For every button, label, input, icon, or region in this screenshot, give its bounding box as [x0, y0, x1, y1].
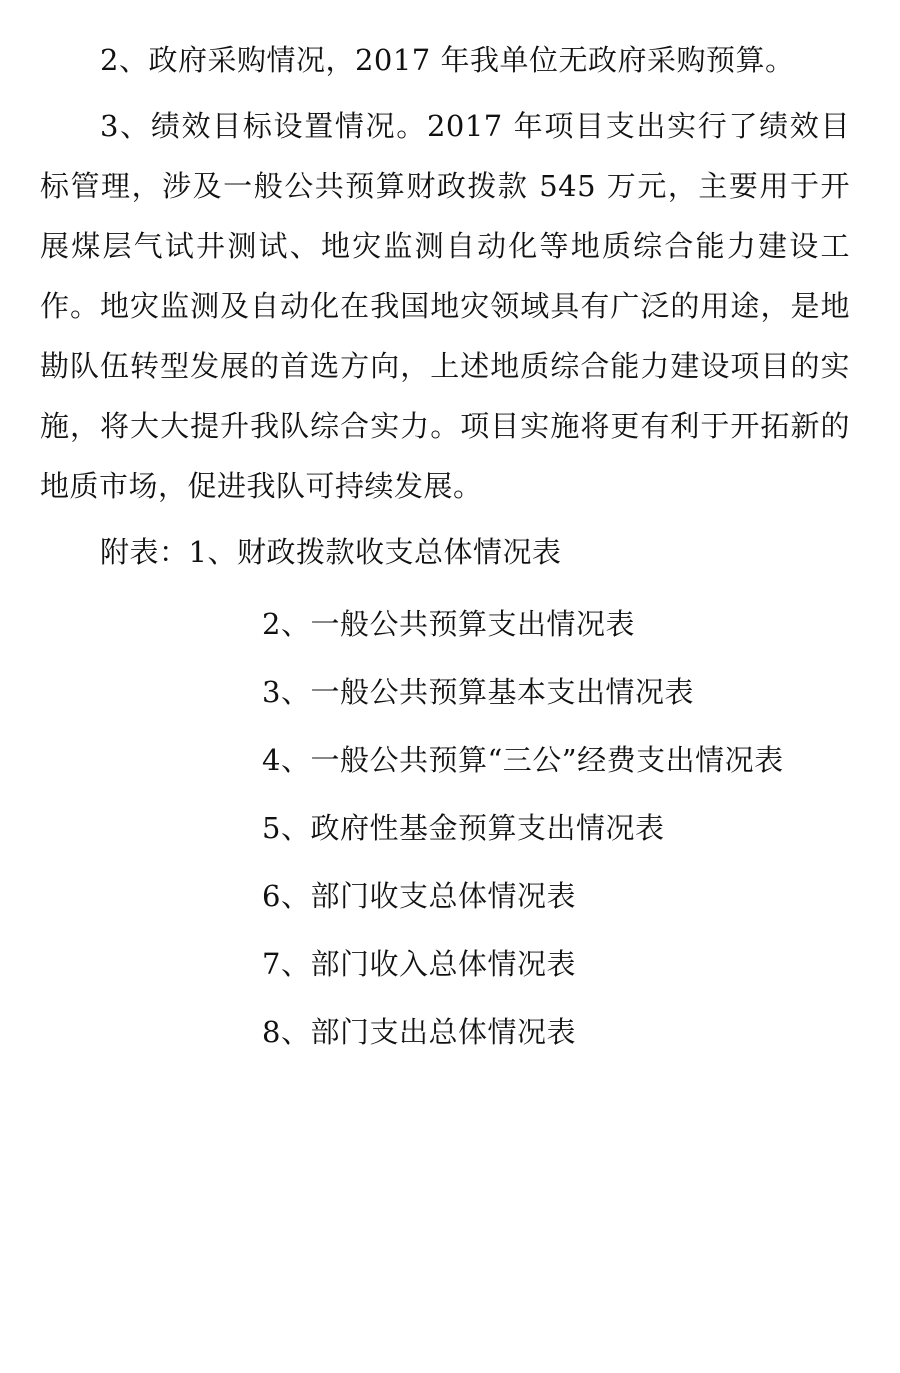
- appendix-item: 3、一般公共预算基本支出情况表: [262, 675, 694, 709]
- appendix-item: 8、部门支出总体情况表: [262, 1015, 576, 1049]
- appendix-title: 附表：1、财政拨款收支总体情况表: [100, 535, 562, 569]
- appendix-item: 5、政府性基金预算支出情况表: [262, 811, 665, 845]
- paragraph-performance-goals: 3、绩效目标设置情况。2017 年项目支出实行了绩效目标管理，涉及一般公共预算财政拨款 545 万元，主要用于开展煤层气试井测试、地灾监测自动化等地质综合能力建设工作。地灾监测及自动化在我国地灾领域具有广泛的用途，是地勘队伍转型发展的首选方向，上述地质综合能力建设项目的实施，将大大提升我队综合实力。项目实施将更有利于开拓新的地质市场，促进我队可持续发展。: [40, 109, 850, 503]
- document-page: [40, 30, 850, 1066]
- appendix-item: 7、部门收入总体情况表: [262, 947, 576, 981]
- appendix-item: 6、部门收支总体情况表: [262, 879, 576, 913]
- appendix-item: 2、一般公共预算支出情况表: [262, 607, 635, 641]
- appendix-item: 4、一般公共预算“三公”经费支出情况表: [262, 743, 784, 777]
- appendix-list: [40, 590, 850, 1066]
- paragraph-government-procurement: 2、政府采购情况，2017 年我单位无政府采购预算。: [100, 43, 795, 77]
